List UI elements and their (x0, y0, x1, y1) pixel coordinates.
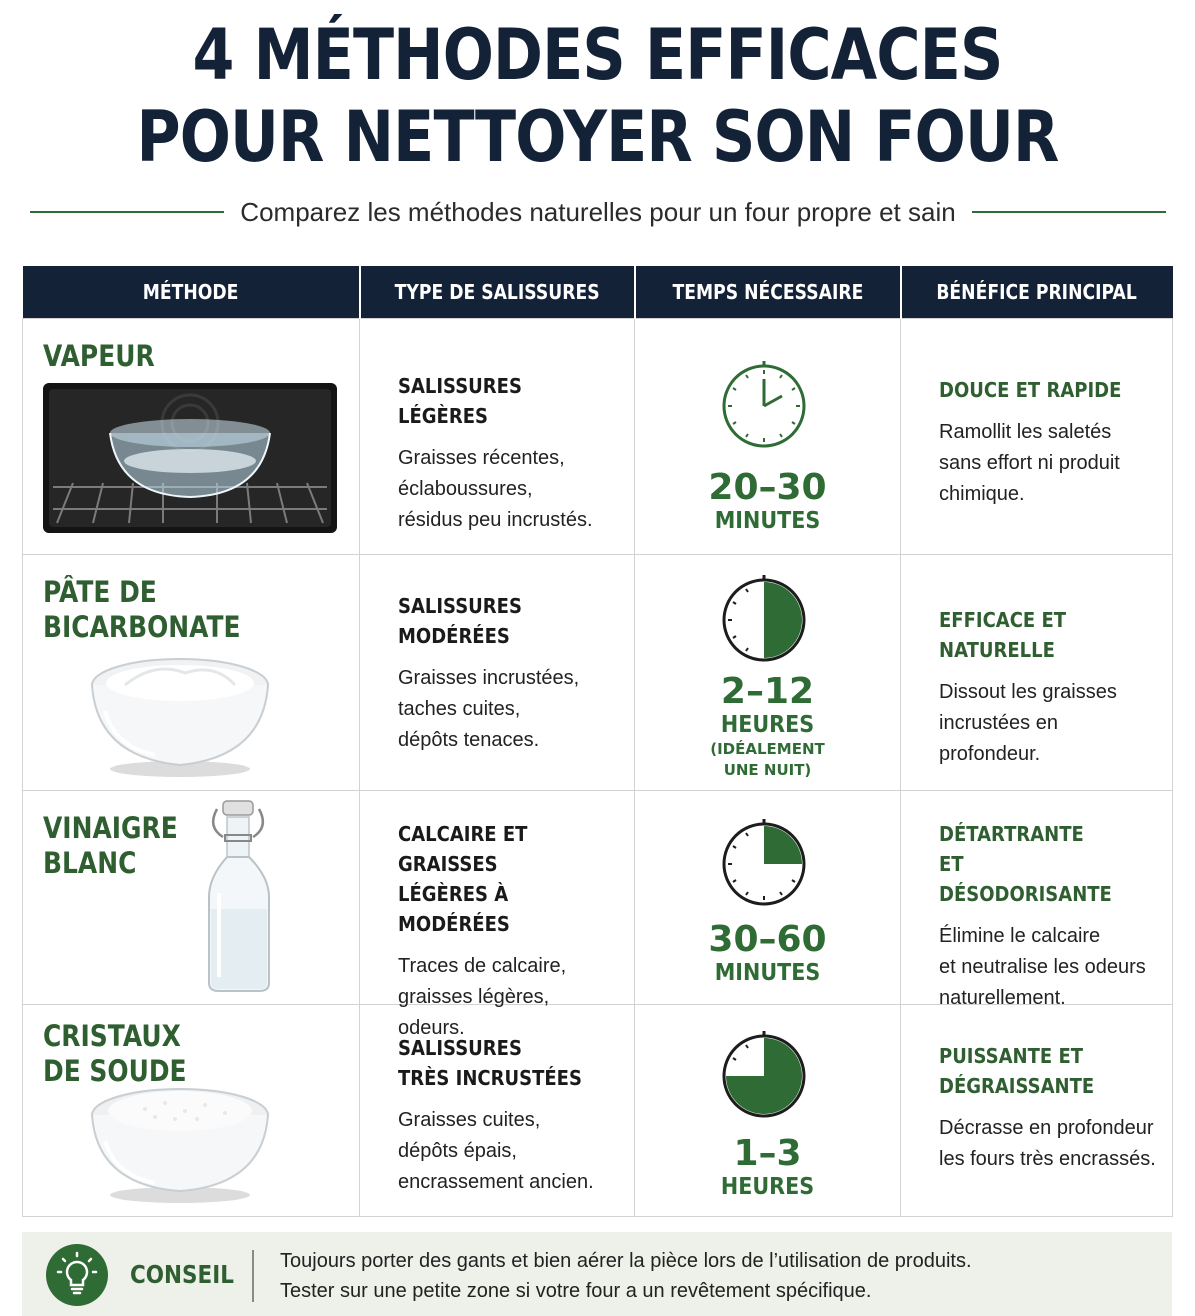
benefit-description: Ramollit les saletés sans effort ni produit chimique. (939, 421, 1120, 505)
tip-box (22, 1232, 1172, 1316)
benefit-cell (901, 1005, 1173, 1217)
title-line-1: 4 MÉTHODES EFFICACES (192, 14, 1003, 96)
tip-line-1: Toujours porter des gants et bien aérer la pièce lors de l’utilisation de produits. (280, 1250, 972, 1272)
table-row (23, 319, 1173, 555)
method-cell (23, 319, 360, 555)
benefit-cell (901, 791, 1173, 1009)
method-cell (23, 1005, 360, 1217)
soil-description: Traces de calcaire, graisses légères, odeurs. (398, 955, 567, 1039)
method-name: VAPEUR (43, 339, 155, 373)
time-cell (635, 791, 901, 1005)
benefit-description: Dissout les graisses incrustées en profondeur. (939, 681, 1117, 765)
method-name: VINAIGRE BLANC (43, 811, 178, 880)
benefit-description: Décrasse en profondeur les fours très encrassés. (939, 1117, 1156, 1170)
lightbulb-icon (46, 1244, 108, 1306)
soil-description: Graisses récentes, éclaboussures, résidus peu incrustés. (398, 447, 593, 531)
method-name: CRISTAUX DE SOUDE (43, 1019, 187, 1088)
tip-line-2: Tester sur une petite zone si votre four a un revêtement spécifique. (280, 1280, 872, 1302)
time-cell (635, 1005, 901, 1217)
crystals-bowl-image (85, 1081, 275, 1205)
soil-cell (360, 791, 635, 1039)
page-title (0, 14, 1195, 178)
soil-cell (360, 555, 635, 791)
table-row (23, 555, 1173, 791)
clock-icon (719, 359, 809, 449)
table-row (23, 791, 1173, 1005)
methods-table (22, 266, 1173, 1217)
subtitle-row (30, 192, 1166, 232)
header-method: MÉTHODE (23, 266, 360, 319)
header-benefit: BÉNÉFICE PRINCIPAL (901, 266, 1173, 319)
soil-description: Graisses cuites, dépôts épais, encrassement ancien. (398, 1109, 594, 1193)
time-note: (IDÉALEMENT UNE NUIT) (710, 740, 825, 779)
benefit-title: DÉTARTRANTE ET DÉSODORISANTE (939, 822, 1112, 906)
time-unit: HEURES (720, 1174, 815, 1200)
method-cell (23, 555, 360, 791)
soil-cell (360, 1005, 635, 1217)
benefit-cell (901, 319, 1173, 555)
time-value: 30–60 (708, 919, 827, 960)
benefit-cell (901, 555, 1173, 791)
soil-title: SALISSURES MODÉRÉES (398, 594, 522, 648)
soil-description: Graisses incrustées, taches cuites, dépôts tenaces. (398, 667, 580, 751)
time-cell (635, 555, 901, 791)
subtitle: Comparez les méthodes naturelles pour un four propre et sain (240, 196, 956, 227)
benefit-title: EFFICACE ET NATURELLE (939, 608, 1067, 662)
time-value: 1–3 (733, 1133, 802, 1174)
title-line-2: POUR NETTOYER SON FOUR (136, 96, 1059, 178)
oven-bowl-image (43, 383, 337, 533)
benefit-title: PUISSANTE ET DÉGRAISSANTE (939, 1044, 1095, 1098)
soil-cell (360, 319, 635, 555)
tip-divider (252, 1250, 254, 1302)
time-value: 20–30 (708, 467, 827, 508)
soil-title: SALISSURES LÉGÈRES (398, 374, 522, 428)
header-time: TEMPS NÉCESSAIRE (635, 266, 901, 319)
tip-label: CONSEIL (130, 1260, 234, 1289)
subtitle-rule-left (30, 211, 224, 213)
time-unit: HEURES (720, 712, 815, 738)
soil-title: SALISSURES TRÈS INCRUSTÉES (398, 1036, 582, 1090)
method-name: PÂTE DE BICARBONATE (43, 575, 241, 644)
benefit-title: DOUCE ET RAPIDE (939, 378, 1122, 402)
table-header-row (23, 266, 1173, 319)
clock-icon (719, 817, 809, 907)
tip-text (280, 1246, 972, 1306)
paste-bowl-image (85, 651, 275, 781)
clock-icon (719, 573, 809, 663)
time-unit: MINUTES (714, 508, 821, 534)
clock-icon (719, 1029, 809, 1119)
soil-title: CALCAIRE ET GRAISSES LÉGÈRES À MODÉRÉES (398, 822, 528, 936)
method-cell (23, 791, 360, 1005)
time-cell (635, 319, 901, 555)
time-value: 2–12 (720, 671, 815, 712)
subtitle-rule-right (972, 211, 1166, 213)
header-soil-type: TYPE DE SALISSURES (360, 266, 635, 319)
table-row (23, 1005, 1173, 1217)
time-unit: MINUTES (714, 960, 821, 986)
benefit-description: Élimine le calcaire et neutralise les odeurs naturellement. (939, 925, 1146, 1009)
bottle-image (199, 797, 279, 997)
